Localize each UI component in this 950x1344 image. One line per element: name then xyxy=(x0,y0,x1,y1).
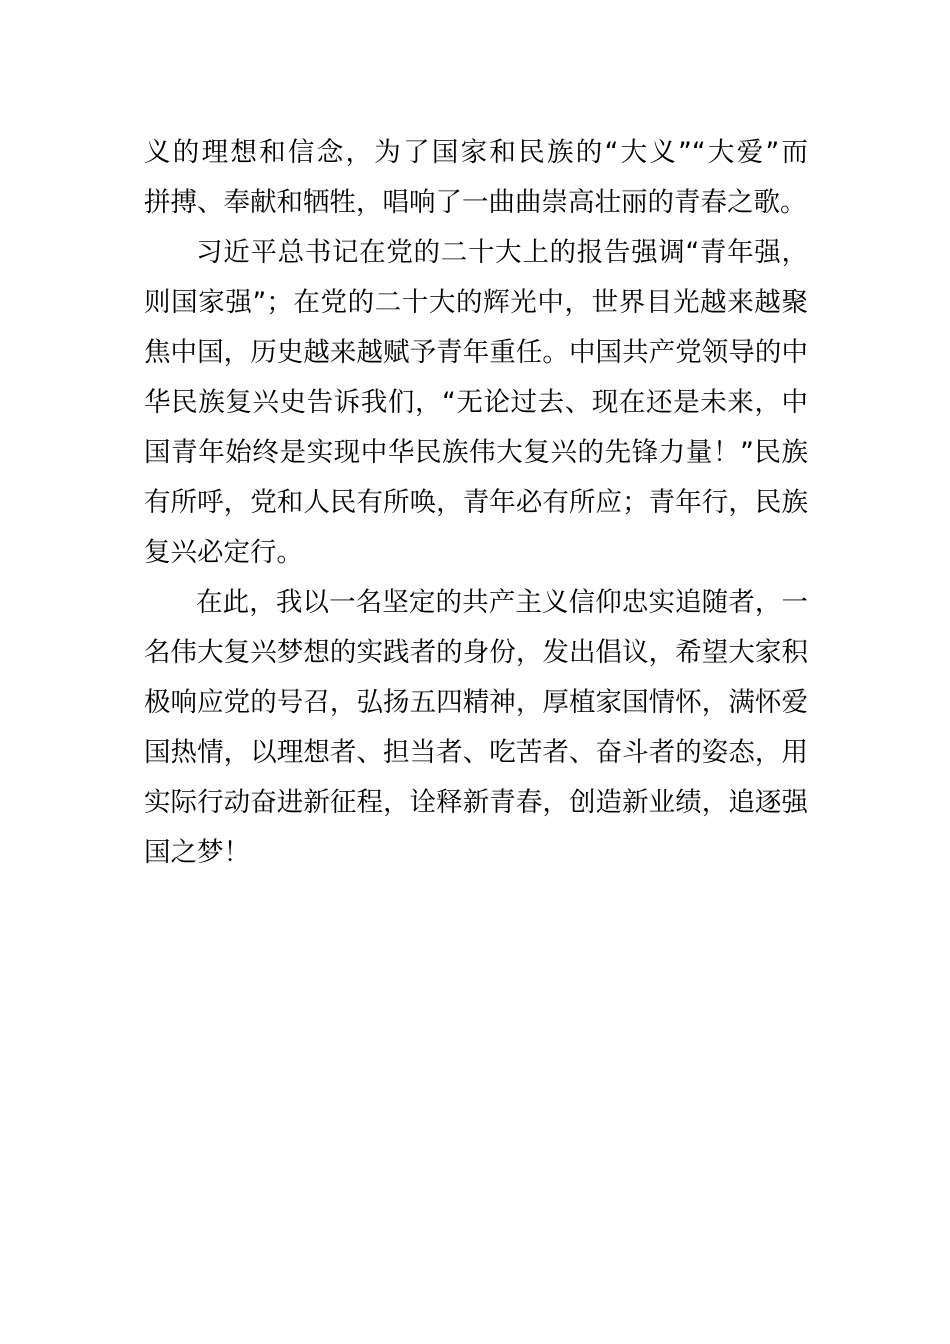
text-line: 焦中国，历史越来越赋予青年重任。中国共产党领导的中 xyxy=(144,337,808,368)
text-line: 义的理想和信念，为了国家和民族的“大义”“大爱”而 xyxy=(144,137,808,168)
text-line: 国之梦！ xyxy=(144,837,250,868)
text-line: 拼搏、奉献和牺牲，唱响了一曲曲崇高壮丽的青春之歌。 xyxy=(144,187,807,218)
text-line: 国热情，以理想者、担当者、吃苦者、奋斗者的姿态，用 xyxy=(144,737,808,768)
text-line: 极响应党的号召，弘扬五四精神，厚植家国情怀，满怀爱 xyxy=(144,687,808,718)
text-line: 复兴必定行。 xyxy=(144,537,303,568)
text-line: 在此，我以一名坚定的共产主义信仰忠实追随者，一 xyxy=(196,587,808,618)
text-line: 习近平总书记在党的二十大上的报告强调“青年强， xyxy=(196,237,808,268)
paragraph-2 xyxy=(144,228,808,578)
text-line: 华民族复兴史告诉我们，“无论过去、现在还是未来，中 xyxy=(144,387,808,418)
text-line: 国青年始终是实现中华民族伟大复兴的先锋力量！”民族 xyxy=(144,437,808,468)
document-body xyxy=(144,128,808,878)
text-line: 名伟大复兴梦想的实践者的身份，发出倡议，希望大家积 xyxy=(144,637,808,668)
paragraph-3 xyxy=(144,578,808,878)
text-line: 则国家强”；在党的二十大的辉光中，世界目光越来越聚 xyxy=(144,287,808,318)
text-line: 有所呼，党和人民有所唤，青年必有所应；青年行，民族 xyxy=(144,487,808,518)
paragraph-1 xyxy=(144,128,808,228)
text-line: 实际行动奋进新征程，诠释新青春，创造新业绩，追逐强 xyxy=(144,787,808,818)
